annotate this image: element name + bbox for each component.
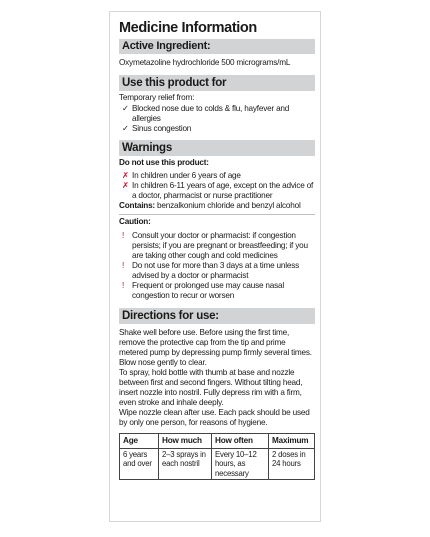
warning-item xyxy=(119,171,315,181)
active-ingredient-text: Oxymetazoline hydrochloride 500 micrograms/mL xyxy=(119,58,291,67)
warning-item xyxy=(119,181,315,201)
use-heading: Use this product for xyxy=(119,75,315,91)
exclamation-icon: ! xyxy=(122,281,125,290)
warning-item-text: In children 6-11 years of age, except on the advice of a doctor, pharmacist or nurse practitioner xyxy=(132,181,314,200)
table-header-cell: How much xyxy=(159,434,212,449)
use-item xyxy=(119,124,315,134)
contains-line xyxy=(119,201,315,211)
directions-paragraph: To spray, hold bottle with thumb at base and nozzle between first and second fingers. Without tilting head, insert nozzle into nostril. Fully depress rim with a firm, even stroke and inhale deeply. xyxy=(119,368,303,407)
table-header-row xyxy=(120,434,315,449)
warning-item-text: In children under 6 years of age xyxy=(132,171,241,180)
dosage-table xyxy=(119,433,315,480)
table-cell: 6 years and over xyxy=(120,448,159,480)
exclamation-icon: ! xyxy=(122,231,125,240)
caution-item-text: Frequent or prolonged use may cause nasal congestion to recur or worsen xyxy=(132,281,285,300)
use-item xyxy=(119,104,315,124)
directions-heading: Directions for use: xyxy=(119,308,315,324)
table-header-cell: Maximum xyxy=(269,434,315,449)
medicine-info-panel xyxy=(109,11,321,522)
directions-paragraph: Shake well before use. Before using the first time, remove the protective cap from the tip and prime metered pump by depressing pump firmly several times. Blow nose gently to clear. xyxy=(119,328,312,367)
exclamation-icon: ! xyxy=(122,261,125,270)
table-header-cell: Age xyxy=(120,434,159,449)
divider xyxy=(119,214,315,215)
caution-item xyxy=(119,281,315,301)
caution-item xyxy=(119,261,315,281)
table-header-cell: How often xyxy=(212,434,269,449)
caution-item xyxy=(119,231,315,261)
caution-item-text: Consult your doctor or pharmacist: if congestion persists; if you are pregnant or breastfeeding; if you are taking other cough and cold medicines xyxy=(132,231,308,260)
check-icon: ✓ xyxy=(122,104,129,113)
active-ingredient-heading: Active Ingredient: xyxy=(119,39,315,54)
caution-item-text: Do not use for more than 3 days at a time unless advised by a doctor or pharmacist xyxy=(132,261,299,280)
use-item-text: Blocked nose due to colds & flu, hayfever and allergies xyxy=(132,104,290,123)
warnings-heading: Warnings xyxy=(119,140,315,156)
contains-text: benzalkonium chloride and benzyl alcohol xyxy=(154,201,301,210)
directions-paragraph: Wipe nozzle clean after use. Each pack should be used by only one person, for reasons of hygiene. xyxy=(119,408,310,427)
use-item-text: Sinus congestion xyxy=(132,124,192,133)
table-row xyxy=(120,448,315,480)
caution-heading: Caution: xyxy=(119,217,151,226)
panel-content xyxy=(119,20,315,480)
table-cell: Every 10–12 hours, as necessary xyxy=(212,448,269,480)
do-not-use-heading: Do not use this product: xyxy=(119,158,209,167)
table-cell: 2–3 sprays in each nostril xyxy=(159,448,212,480)
page-title: Medicine Information xyxy=(119,20,257,36)
use-intro: Temporary relief from: xyxy=(119,93,195,102)
cross-icon: ✗ xyxy=(122,171,129,180)
cross-icon: ✗ xyxy=(122,181,129,190)
table-cell: 2 doses in 24 hours xyxy=(269,448,315,480)
contains-label: Contains: xyxy=(119,201,155,210)
check-icon: ✓ xyxy=(122,124,129,133)
